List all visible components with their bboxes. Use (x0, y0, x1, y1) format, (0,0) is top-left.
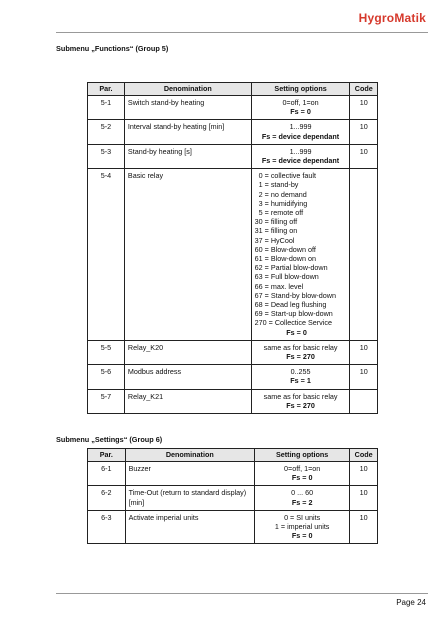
setting-options-cell (254, 510, 349, 544)
table-row (88, 389, 378, 413)
settings-header-row (88, 449, 378, 462)
setting-option-line: 0 = SI units (284, 512, 321, 522)
factory-setting: Fs = device dependant (261, 156, 340, 166)
factory-setting: Fs = 0 (290, 107, 311, 117)
hygromatik-logo (359, 11, 426, 25)
table-row (88, 510, 378, 544)
par-cell: 5-4 (88, 169, 125, 341)
denomination-cell: Activate imperial units (125, 510, 254, 544)
code-cell (350, 389, 378, 413)
settings-section-title: Submenu „Settings“ (Group 6) (56, 435, 163, 444)
table-row (88, 462, 378, 486)
table-row (88, 340, 378, 364)
settings-table (87, 448, 378, 544)
setting-option-line: 1 = imperial units (274, 522, 330, 532)
setting-option-line: 1 = stand-by (254, 180, 299, 190)
code-cell (350, 169, 378, 341)
table-row (88, 120, 378, 144)
header-rule (56, 32, 428, 33)
column-header-code: Code (350, 83, 378, 96)
par-cell: 5-7 (88, 389, 125, 413)
factory-setting: Fs = 2 (291, 497, 313, 507)
column-header-par: Par. (88, 449, 126, 462)
code-cell: 10 (350, 462, 378, 486)
setting-options-cell (251, 365, 350, 389)
column-header-setting-options: Setting options (251, 83, 350, 96)
setting-option-line: 63 = Full blow-down (254, 272, 319, 282)
par-cell: 5-1 (88, 96, 125, 120)
denomination-cell: Stand-by heating [s] (124, 144, 251, 168)
column-header-par: Par. (88, 83, 125, 96)
setting-option-line: same as for basic relay (263, 391, 338, 401)
code-cell: 10 (350, 365, 378, 389)
setting-option-line: same as for basic relay (263, 342, 338, 352)
denomination-cell: Relay_K20 (124, 340, 251, 364)
functions-table (87, 82, 378, 414)
factory-setting: Fs = 270 (286, 352, 315, 362)
setting-option-line: 67 = Stand-by blow-down (254, 290, 336, 300)
setting-option-line: 61 = Blow-down on (254, 254, 316, 264)
setting-option-line: 0..255 (290, 367, 311, 377)
setting-option-line: 1...999 (289, 122, 312, 132)
table-row (88, 144, 378, 168)
setting-options-cell (254, 486, 349, 510)
par-cell: 5-6 (88, 365, 125, 389)
denomination-cell: Basic relay (124, 169, 251, 341)
setting-options-cell (251, 389, 350, 413)
table-row (88, 96, 378, 120)
functions-header-row (88, 83, 378, 96)
page-number: Page 24 (396, 598, 426, 607)
footer-rule (56, 593, 428, 594)
code-cell: 10 (350, 144, 378, 168)
table-row (88, 169, 378, 341)
settings-table-body (88, 462, 378, 544)
setting-option-line: 270 = Collectice Service (254, 318, 332, 328)
table-row (88, 365, 378, 389)
setting-option-line: 37 = HyCool (254, 235, 295, 245)
functions-section-title: Submenu „Functions“ (Group 5) (56, 44, 169, 53)
setting-option-line: 30 = filling off (254, 217, 298, 227)
logo-text: HygroMatik (358, 11, 426, 25)
par-cell: 5-3 (88, 144, 125, 168)
setting-options-cell (251, 340, 350, 364)
factory-setting: Fs = device dependant (261, 131, 340, 141)
setting-option-line: 62 = Partial blow-down (254, 263, 328, 273)
par-cell: 5-2 (88, 120, 125, 144)
par-cell: 6-1 (88, 462, 126, 486)
denomination-cell: Modbus address (124, 365, 251, 389)
setting-option-line: 0 ... 60 (291, 488, 314, 498)
denomination-cell: Buzzer (125, 462, 254, 486)
column-header-code: Code (350, 449, 378, 462)
par-cell: 5-5 (88, 340, 125, 364)
factory-setting: Fs = 0 (291, 531, 313, 541)
denomination-cell: Interval stand-by heating [min] (124, 120, 251, 144)
factory-setting: Fs = 1 (290, 376, 311, 386)
setting-options-cell (254, 462, 349, 486)
column-header-denomination: Denomination (125, 449, 254, 462)
factory-setting: Fs = 270 (286, 400, 315, 410)
setting-option-line: 1...999 (289, 146, 312, 156)
code-cell: 10 (350, 120, 378, 144)
column-header-setting-options: Setting options (254, 449, 349, 462)
code-cell: 10 (350, 510, 378, 544)
code-cell: 10 (350, 96, 378, 120)
column-header-denomination: Denomination (124, 83, 251, 96)
code-cell: 10 (350, 486, 378, 510)
par-cell: 6-3 (88, 510, 126, 544)
setting-option-line: 69 = Start-up blow-down (254, 309, 333, 319)
table-row (88, 486, 378, 510)
setting-options-cell (251, 120, 350, 144)
factory-setting: Fs = 0 (291, 473, 313, 483)
setting-option-line: 66 = max. level (254, 281, 304, 291)
setting-options-cell (251, 169, 350, 341)
setting-options-cell (251, 144, 350, 168)
functions-table-body (88, 96, 378, 414)
setting-option-line: 3 = humidifying (254, 198, 308, 208)
setting-option-line: 68 = Dead leg flushing (254, 300, 327, 310)
denomination-cell: Switch stand-by heating (124, 96, 251, 120)
code-cell: 10 (350, 340, 378, 364)
setting-option-line: 31 = filling on (254, 226, 298, 236)
denomination-cell: Time-Out (return to standard display) [min] (125, 486, 254, 510)
setting-option-line: 5 = remote off (254, 208, 304, 218)
setting-option-line: 0=off, 1=on (282, 98, 319, 107)
setting-options-cell (251, 96, 350, 120)
setting-option-line: 0 = collective fault (254, 171, 316, 181)
setting-option-line: 2 = no demand (254, 189, 307, 199)
denomination-cell: Relay_K21 (124, 389, 251, 413)
setting-option-line: 60 = Blow-down off (254, 244, 316, 254)
par-cell: 6-2 (88, 486, 126, 510)
setting-option-line: 0=off, 1=on (284, 464, 321, 473)
factory-setting: Fs = 0 (286, 327, 307, 337)
